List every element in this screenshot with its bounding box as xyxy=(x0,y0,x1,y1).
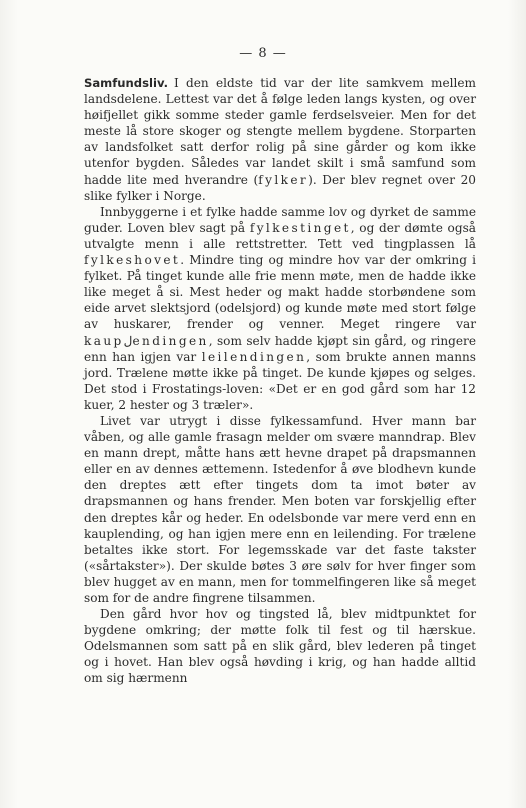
text-run: I den eldste tid var der lite samkvem mellem landsdelene. Lettest var det å følge leden langs kysten, og over høifjellet gikk somme steder gamle ferdselsveier. Men for det meste lå store skoger og stengte mellem bygdene. Storparten av landsfolket satt derfor rolig på sine gårder og kom ikke utenfor bygden. Således var landet skilt i små samfund som hadde lite med hverandre ( xyxy=(84,76,476,187)
text-run: Livet var utrygt i disse fylkessamfund. Hver mann bar våben, og alle gamle frasagn melder om svære manndrap. Blev en mann drept, måtte hans ætt hevne drapet på drapsmannen eller en av dennes ættemenn. Istedenfor å øve blodhevn kunde den dreptes ætt efter tingets dom ta imot bøter av drapsmannen og hans frender. Men boten var forskjellig efter den dreptes kår og heder. En odelsbonde var mere verd enn en kauplending, og han igjen mere enn en leilending. For trælene betaltes ikke stort. For legemsskade var det faste takster («sårtakster»). Der skulde bøtes 3 øre sølv for hver finger som blev hugget av en mann, men for tommelfingeren like så meget som for de andre fingrene tilsammen. xyxy=(84,413,476,605)
spaced-term: kaupلendingen xyxy=(84,333,209,348)
paragraph-text xyxy=(84,76,476,203)
text-run: Den gård hvor hov og tingsted lå, blev midtpunktet for bygdene omkring; der møtte folk til fest og til hærskue. Odelsmannen som satt på en slik gård, blev lederen på tinget og i hovet. Han blev også høvding i krig, og han hadde alltid om sig hærmenn xyxy=(84,607,476,686)
text-run: . Mindre ting og mindre hov var der omkring i fylket. På tinget kunde alle frie menn møte, men de hadde ikke like meget å si. Mest heder og makt hadde storbøndene som eide arvet slektsjord (odelsjord) og kunde møte med stort følge av huskarer, frender og venner. Meget ringere var xyxy=(84,253,476,332)
paragraph xyxy=(84,75,476,204)
paragraph-text xyxy=(84,607,476,685)
text-run: , som selv hadde kjøpt sin gård, og ringere enn han igjen var xyxy=(84,333,476,364)
page-number: — 8 — xyxy=(239,46,287,61)
spaced-term: fylkestinget xyxy=(249,220,351,235)
spaced-term: leilendingen xyxy=(201,349,307,364)
text-run: Innbyggerne i et fylke hadde samme lov og dyrket de samme guder. Loven blev sagt på xyxy=(84,204,476,235)
paragraph xyxy=(84,413,476,606)
spaced-term: fylker xyxy=(258,172,309,187)
text-run: ). Der blev regnet over 20 slike fylker i Norge. xyxy=(84,172,477,203)
spaced-term: fylkeshovet xyxy=(84,253,181,268)
body-text xyxy=(84,75,476,687)
paragraph-text xyxy=(84,414,476,605)
paragraph-text xyxy=(84,205,476,412)
paragraph xyxy=(84,204,476,413)
section-heading: Samfundsliv. xyxy=(84,76,168,90)
text-run: , og der dømte også utvalgte menn i alle rettstretter. Tett ved tingplassen lå xyxy=(84,220,476,251)
text-run: , som brukte annen manns jord. Trælene møtte ikke på tinget. De kunde kjøpes og selges. Det stod i Frostatings-loven: «Det er en god gård som har 12 kuer, 2 hester og 3 træler». xyxy=(84,349,476,412)
paragraph xyxy=(84,606,476,686)
